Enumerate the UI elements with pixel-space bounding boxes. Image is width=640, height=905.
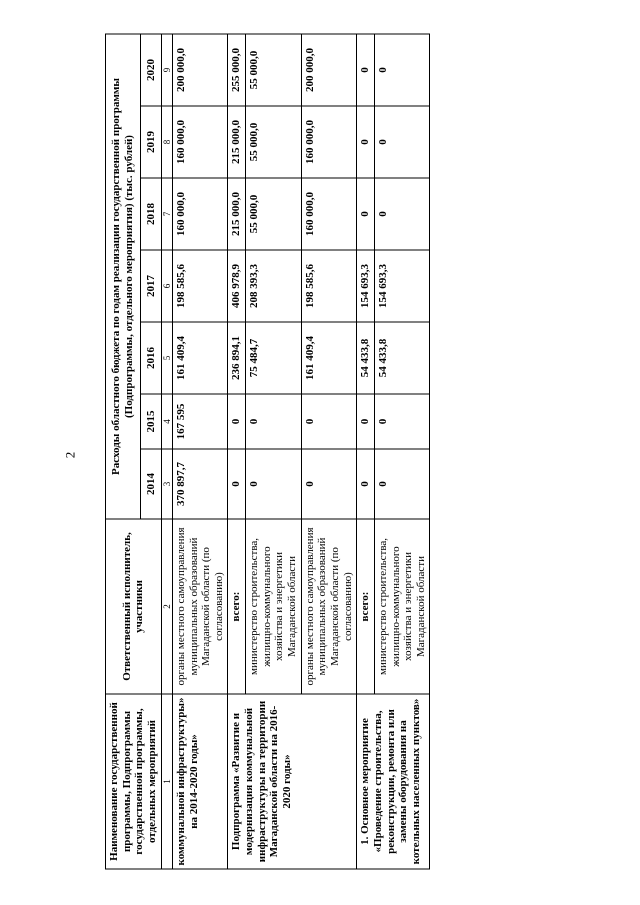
program-name-cell: коммунальной инфраструктуры» на 2014-2020 годы» <box>172 694 228 869</box>
value-cell: 0 <box>246 449 302 519</box>
value-cell: 55 000,0 <box>246 34 302 106</box>
measure-name-cell: 1. Основное мероприятие «Проведение строительства, реконструкции, ремонта или замены оборудования на котельных населенных пунктов» <box>357 694 430 869</box>
value-cell: 208 393,3 <box>246 250 302 322</box>
value-cell: 0 <box>228 394 246 449</box>
header-executor: Ответственный исполнитель, участники <box>106 519 162 694</box>
value-cell: 370 897,7 <box>172 449 228 519</box>
value-cell: 255 000,0 <box>228 34 246 106</box>
year-cell: 2019 <box>141 106 161 178</box>
header-row <box>106 34 141 869</box>
index-cell: 4 <box>161 394 172 449</box>
value-cell: 154 693,3 <box>357 250 375 322</box>
value-cell: 198 585,6 <box>301 250 357 322</box>
value-cell: 0 <box>357 34 375 106</box>
value-cell: 75 484,7 <box>246 322 302 394</box>
index-cell: 2 <box>161 519 172 694</box>
value-cell: 215 000,0 <box>228 178 246 250</box>
value-cell: 0 <box>246 394 302 449</box>
executor-cell: всего: <box>357 519 375 694</box>
value-cell: 161 409,4 <box>172 322 228 394</box>
year-cell: 2018 <box>141 178 161 250</box>
index-cell: 6 <box>161 250 172 322</box>
executor-cell: министерство строительства, жилищно-коммунального хозяйства и энергетики Магаданской области <box>374 519 430 694</box>
value-cell: 0 <box>301 449 357 519</box>
value-cell: 198 585,6 <box>172 250 228 322</box>
value-cell: 160 000,0 <box>301 106 357 178</box>
value-cell: 54 433,8 <box>374 322 430 394</box>
budget-table-container <box>105 35 535 870</box>
value-cell: 0 <box>374 34 430 106</box>
index-cell: 5 <box>161 322 172 394</box>
value-cell: 160 000,0 <box>172 106 228 178</box>
header-name: Наименование государственной программы, Подпрограммы государственной программы, отдельных мероприятий <box>106 694 162 869</box>
value-cell: 54 433,8 <box>357 322 375 394</box>
value-cell: 0 <box>357 394 375 449</box>
index-cell: 9 <box>161 34 172 106</box>
value-cell: 160 000,0 <box>301 178 357 250</box>
executor-cell: органы местного самоуправления муниципальных образований Магаданской области (по согласованию) <box>301 519 357 694</box>
value-cell: 0 <box>374 178 430 250</box>
index-cell: 3 <box>161 449 172 519</box>
value-cell: 55 000,0 <box>246 106 302 178</box>
value-cell: 154 693,3 <box>374 250 430 322</box>
executor-cell: органы местного самоуправления муниципальных образований Магаданской области (по согласованию) <box>172 519 228 694</box>
value-cell: 236 894,1 <box>228 322 246 394</box>
value-cell: 215 000,0 <box>228 106 246 178</box>
value-cell: 0 <box>374 449 430 519</box>
value-cell: 0 <box>374 106 430 178</box>
executor-cell: всего: <box>228 519 246 694</box>
value-cell: 0 <box>357 449 375 519</box>
table-row <box>357 34 375 869</box>
value-cell: 406 978,9 <box>228 250 246 322</box>
budget-table <box>105 34 430 870</box>
value-cell: 167 595 <box>172 394 228 449</box>
table-row <box>172 34 228 869</box>
value-cell: 0 <box>374 394 430 449</box>
year-cell: 2016 <box>141 322 161 394</box>
value-cell: 0 <box>301 394 357 449</box>
subprogram-name-cell: Подпрограмма «Развитие и модернизация коммунальной инфраструктуры на территории Магаданской области на 2016-2020 годы» <box>228 694 357 869</box>
value-cell: 200 000,0 <box>301 34 357 106</box>
table-row <box>228 34 246 869</box>
value-cell: 55 000,0 <box>246 178 302 250</box>
index-cell: 8 <box>161 106 172 178</box>
index-row <box>161 34 172 869</box>
value-cell: 0 <box>228 449 246 519</box>
year-cell: 2017 <box>141 250 161 322</box>
year-cell: 2015 <box>141 394 161 449</box>
value-cell: 0 <box>357 178 375 250</box>
page-number: 2 <box>62 451 78 459</box>
year-cell: 2020 <box>141 34 161 106</box>
value-cell: 161 409,4 <box>301 322 357 394</box>
value-cell: 0 <box>357 106 375 178</box>
index-cell: 7 <box>161 178 172 250</box>
executor-cell: министерство строительства, жилищно-коммунального хозяйства и энергетики Магаданской области <box>246 519 302 694</box>
value-cell: 200 000,0 <box>172 34 228 106</box>
index-cell: 1 <box>161 694 172 869</box>
year-cell: 2014 <box>141 449 161 519</box>
header-expenses: Расходы областного бюджета по годам реализации государственной программы (Подпрограммы, отдельного мероприятия) (тыс. рублей) <box>106 34 141 519</box>
value-cell: 160 000,0 <box>172 178 228 250</box>
